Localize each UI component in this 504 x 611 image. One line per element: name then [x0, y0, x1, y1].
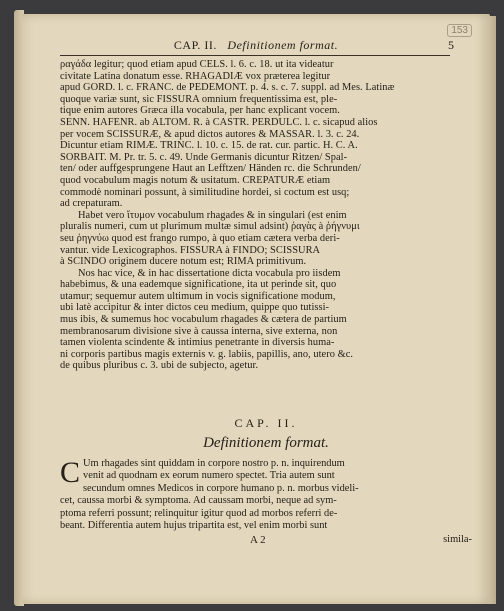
section-line: Um rhagades sint quiddam in corpore nostro p. n. inquirendum [83, 458, 345, 469]
body-line: ni corporis partibus magis externis v. g. labiis, papillis, ano, utero &c. [60, 348, 354, 360]
running-head-title: Definitionem format. [227, 38, 339, 52]
section-line: venit ad quodnam ex eorum numero spectet. Tria autem sunt [83, 470, 335, 482]
body-line: SENN. HAFENR. ab ALTOM. R. à CASTR. PERDULC. l. c. sicapud alios [60, 116, 378, 128]
body-line: membranosarum divisione sive à caussa interna, sive externa, non [60, 325, 338, 337]
chapter-title: Definitionem format. [203, 435, 329, 451]
body-line: seu ῥηγνύω quod est frango rumpo, à quo etiam cætera verba deri- [60, 232, 340, 244]
body-line: utamur; sequemur autem ultimum in vocis significatione modum, [60, 290, 336, 302]
body-line: apud GORD. l. c. FRANC. de PEDEMONT. p. 4. s. c. 7. suppl. ad Mes. Latinæ [60, 82, 395, 94]
chapter-heading-block [60, 416, 472, 452]
section-line: beant. Differentia autem hujus tripartita est, vel enim morbi sunt [60, 520, 328, 532]
body-line: ad crepaturam. [60, 198, 123, 210]
body-line: quoque variæ sunt, sic FISSURA omnium frequentissima est, ple- [60, 93, 338, 105]
body-line: per vocem SCISSURÆ, & apud dictos autores & MASSAR. l. 3. c. 24. [60, 128, 360, 140]
header-rule [60, 55, 450, 56]
drop-capital: C [60, 456, 81, 489]
section-line: ptoma referri possunt; relinquitur igitur quod ad morbos referri de- [60, 507, 338, 519]
running-head-cap: CAP. II. [173, 38, 217, 52]
body-line: ραγάδα legitur; quod etiam apud CELS. l. 6. c. 18. ut ita videatur [60, 59, 334, 70]
body-line: quod vocabulum magis notum & usitatum. CREPATURÆ etiam [60, 174, 331, 186]
signature-mark: A 2 [250, 534, 266, 546]
body-line: à SCINDO originem ducere notum est; RIMA primitivum. [60, 256, 307, 268]
body-line: ubi latè accipitur & inter dictos ceu medium, quippe quo tutissi- [60, 302, 330, 314]
book-page [22, 14, 490, 604]
pencil-folio-number: 153 [447, 24, 472, 37]
body-line: mus ibis, & sumemus hoc vocabulum rhagades & cætera de partium [60, 314, 347, 326]
body-line: Habet vero ἴτυμον vocabulum rhagades & in singulari (est enim [78, 209, 347, 221]
body-line: pluralis numeri, cum ut plurimum multæ simul adsint) ῥαγὰς à ῥήγνυμι [60, 221, 360, 233]
body-line: de quibus pluribus c. 3. ubi de subjecto, agetur. [60, 360, 259, 372]
chapter-heading: CAP. II. [234, 416, 298, 430]
body-line: tique enim autores Græca illa vocabula, per hanc explicant vocem. [60, 105, 340, 117]
body-line: SORBAIT. M. Pr. tr. 5. c. 49. Unde Germanis dicuntur Ritzen/ Spal- [60, 151, 348, 163]
body-line: vantur. vide Lexicographos. FISSURA à FINDO; SCISSURA [60, 244, 321, 256]
section-line: secundum omnes Medicos in corpore humano p. n. morbus videli- [83, 482, 359, 494]
body-line: commodè nominari possunt, à similitudine hordei, si coctum est usq; [60, 186, 350, 198]
footer-row [60, 534, 472, 548]
body-line: ten/ oder auffgesprungene Haut an Lefftzen/ Händen rc. die Schrunden/ [60, 163, 361, 175]
page-number: 5 [448, 38, 454, 52]
section-text [60, 458, 472, 532]
catchword: simila- [443, 534, 472, 545]
body-line: tamen violenta scindente & intimius penetrante in diversis huma- [60, 337, 335, 349]
body-line: civitate Latina donatum esse. RHAGADIÆ vox præterea legitur [60, 70, 331, 82]
body-text [60, 59, 472, 372]
body-line: Nos hac vice, & in hac dissertatione dicta vocabula pro iisdem [78, 267, 341, 279]
body-line: Dicuntur etiam RIMÆ. TRINC. l. 10. c. 15. de rat. cur. partic. H. C. A. [60, 140, 358, 152]
running-head [56, 38, 456, 53]
body-line: habebimus, & una eademque significatione, ita ut perinde sit, quo [60, 279, 337, 291]
section-line: cet, caussa morbi & symptoma. Ad caussam morbi, neque ad sym- [60, 495, 337, 507]
